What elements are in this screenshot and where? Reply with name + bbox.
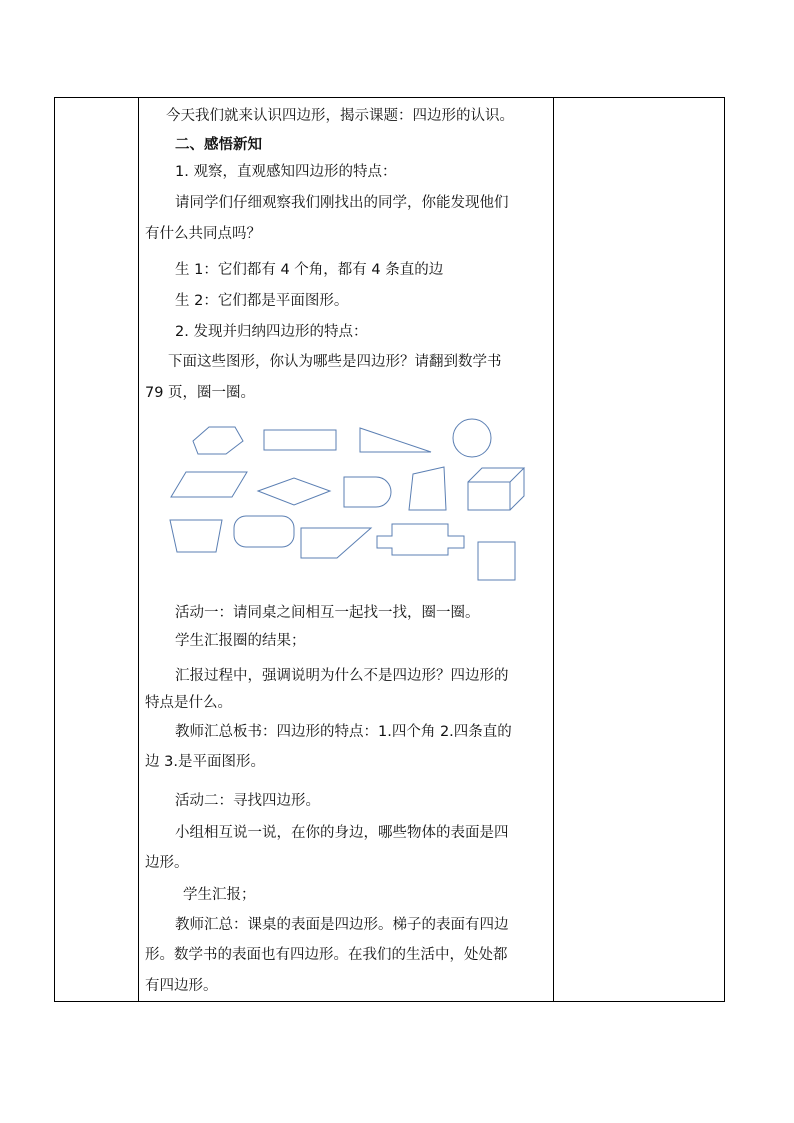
text-line-19: 边形。 [145,855,189,871]
cube-shape [468,468,524,510]
text-line-21: 教师汇总：课桌的表面是四边形。梯子的表面有四边 [175,917,509,933]
table-column-divider-left [138,97,139,1002]
text-line-23: 有四边形。 [145,978,218,994]
text-line-4: 请同学们仔细观察我们刚找出的同学，你能发现他们 [175,195,509,211]
rhombus-shape [258,478,330,505]
text-line-14: 特点是什么。 [145,695,232,711]
rounded-rectangle-shape [234,516,294,547]
text-line-9: 下面这些图形，你认为哪些是四边形？请翻到数学书 [168,354,502,370]
square-shape [478,542,515,580]
text-line-22: 形。数学书的表面也有四边形。在我们的生活中，处处都 [145,947,508,963]
parallelogram-shape [171,472,247,497]
text-line-20: 学生汇报； [183,887,256,903]
text-line-1: 今天我们就来认识四边形，揭示课题：四边形的认识。 [166,108,514,124]
text-line-13: 汇报过程中，强调说明为什么不是四边形？四边形的 [175,668,509,684]
text-line-6: 生 1：它们都有 4 个角，都有 4 条直的边 [175,262,444,278]
cross-shape [377,524,464,555]
semicircle-rect-shape [344,477,391,507]
shapes-figure [160,412,540,587]
text-line-10: 79 页，圈一圈。 [145,385,256,401]
right-trapezoid-shape [301,528,371,558]
table-column-divider-right [553,97,554,1002]
rectangle-shape [264,430,336,450]
text-line-8: 2. 发现并归纳四边形的特点： [175,324,368,340]
circle-shape [453,419,491,457]
trapezoid-shape [170,520,222,552]
irregular-quad-shape [409,467,446,510]
right-triangle-shape [360,428,431,452]
text-line-11: 活动一：请同桌之间相互一起找一找，圈一圈。 [175,605,480,621]
section-heading: 二、感悟新知 [175,137,262,153]
text-line-5: 有什么共同点吗？ [145,226,261,242]
text-line-12: 学生汇报圈的结果； [175,633,306,649]
pentagon-shape [193,427,243,454]
text-line-15: 教师汇总板书：四边形的特点：1.四个角 2.四条直的 [175,724,512,740]
text-line-3: 1. 观察，直观感知四边形的特点： [175,164,397,180]
text-line-16: 边 3.是平面图形。 [145,754,265,770]
text-line-7: 生 2：它们都是平面图形。 [175,293,349,309]
text-line-17: 活动二：寻找四边形。 [175,793,320,809]
text-line-18: 小组相互说一说，在你的身边，哪些物体的表面是四 [175,825,509,841]
